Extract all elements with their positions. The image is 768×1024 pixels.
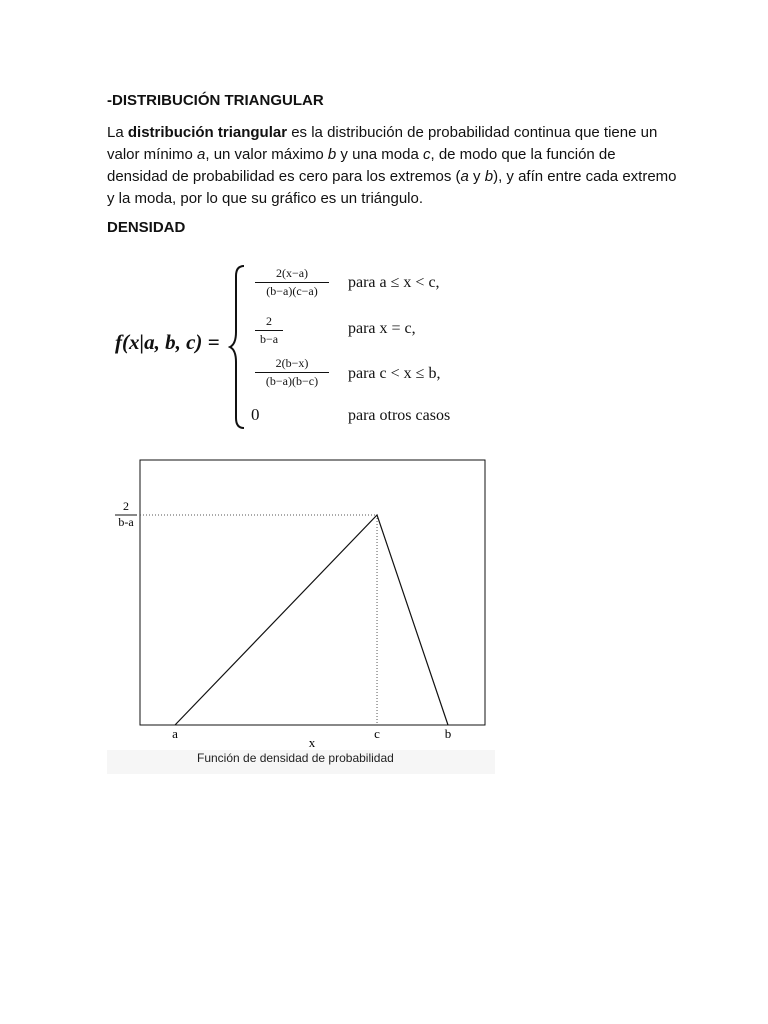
y-tick-denominator: b-a	[118, 515, 134, 529]
x-tick-a: a	[172, 726, 178, 741]
left-brace-icon	[228, 262, 248, 432]
density-chart	[107, 454, 495, 774]
case2-fraction: $\frac{2}{b-a}$	[255, 314, 283, 347]
x-tick-b: b	[444, 726, 452, 741]
density-formula	[110, 262, 510, 432]
x-axis-label: x	[308, 735, 316, 750]
case2-condition: para x = c,	[348, 320, 416, 337]
x-tick-c: c	[374, 726, 380, 741]
case4-condition: para otros casos	[348, 407, 451, 424]
formula-lhs: f(x|a, b, c) =	[115, 330, 220, 354]
case3-condition: para c < x ≤ b,	[348, 365, 441, 382]
case4-value: 0	[251, 405, 260, 424]
case1-fraction: $\frac{2(x-a)}{(b-a)(c-a)}$	[255, 266, 329, 299]
density-subheading: DENSIDAD	[107, 219, 186, 236]
chart-background	[107, 454, 495, 750]
intro-paragraph: La distribución triangular es la distribución de probabilidad continua que tiene un valor mínimo a, un valor máximo b y una moda c, de modo que la función de densidad de probabilidad es cero para los extremos (a y b), y afín entre cada extremo y la moda, por lo que su gráfico es un triángulo.	[107, 124, 677, 207]
density-chart-svg	[107, 454, 495, 750]
case3-fraction: $\frac{2(b-x)}{(b-a)(b-c)}$	[255, 356, 329, 389]
chart-caption: Función de densidad de probabilidad	[197, 751, 394, 765]
y-tick-numerator: 2	[123, 499, 129, 513]
section-heading: -DISTRIBUCIÓN TRIANGULAR	[107, 92, 324, 109]
case1-condition: para a ≤ x < c,	[348, 274, 440, 291]
